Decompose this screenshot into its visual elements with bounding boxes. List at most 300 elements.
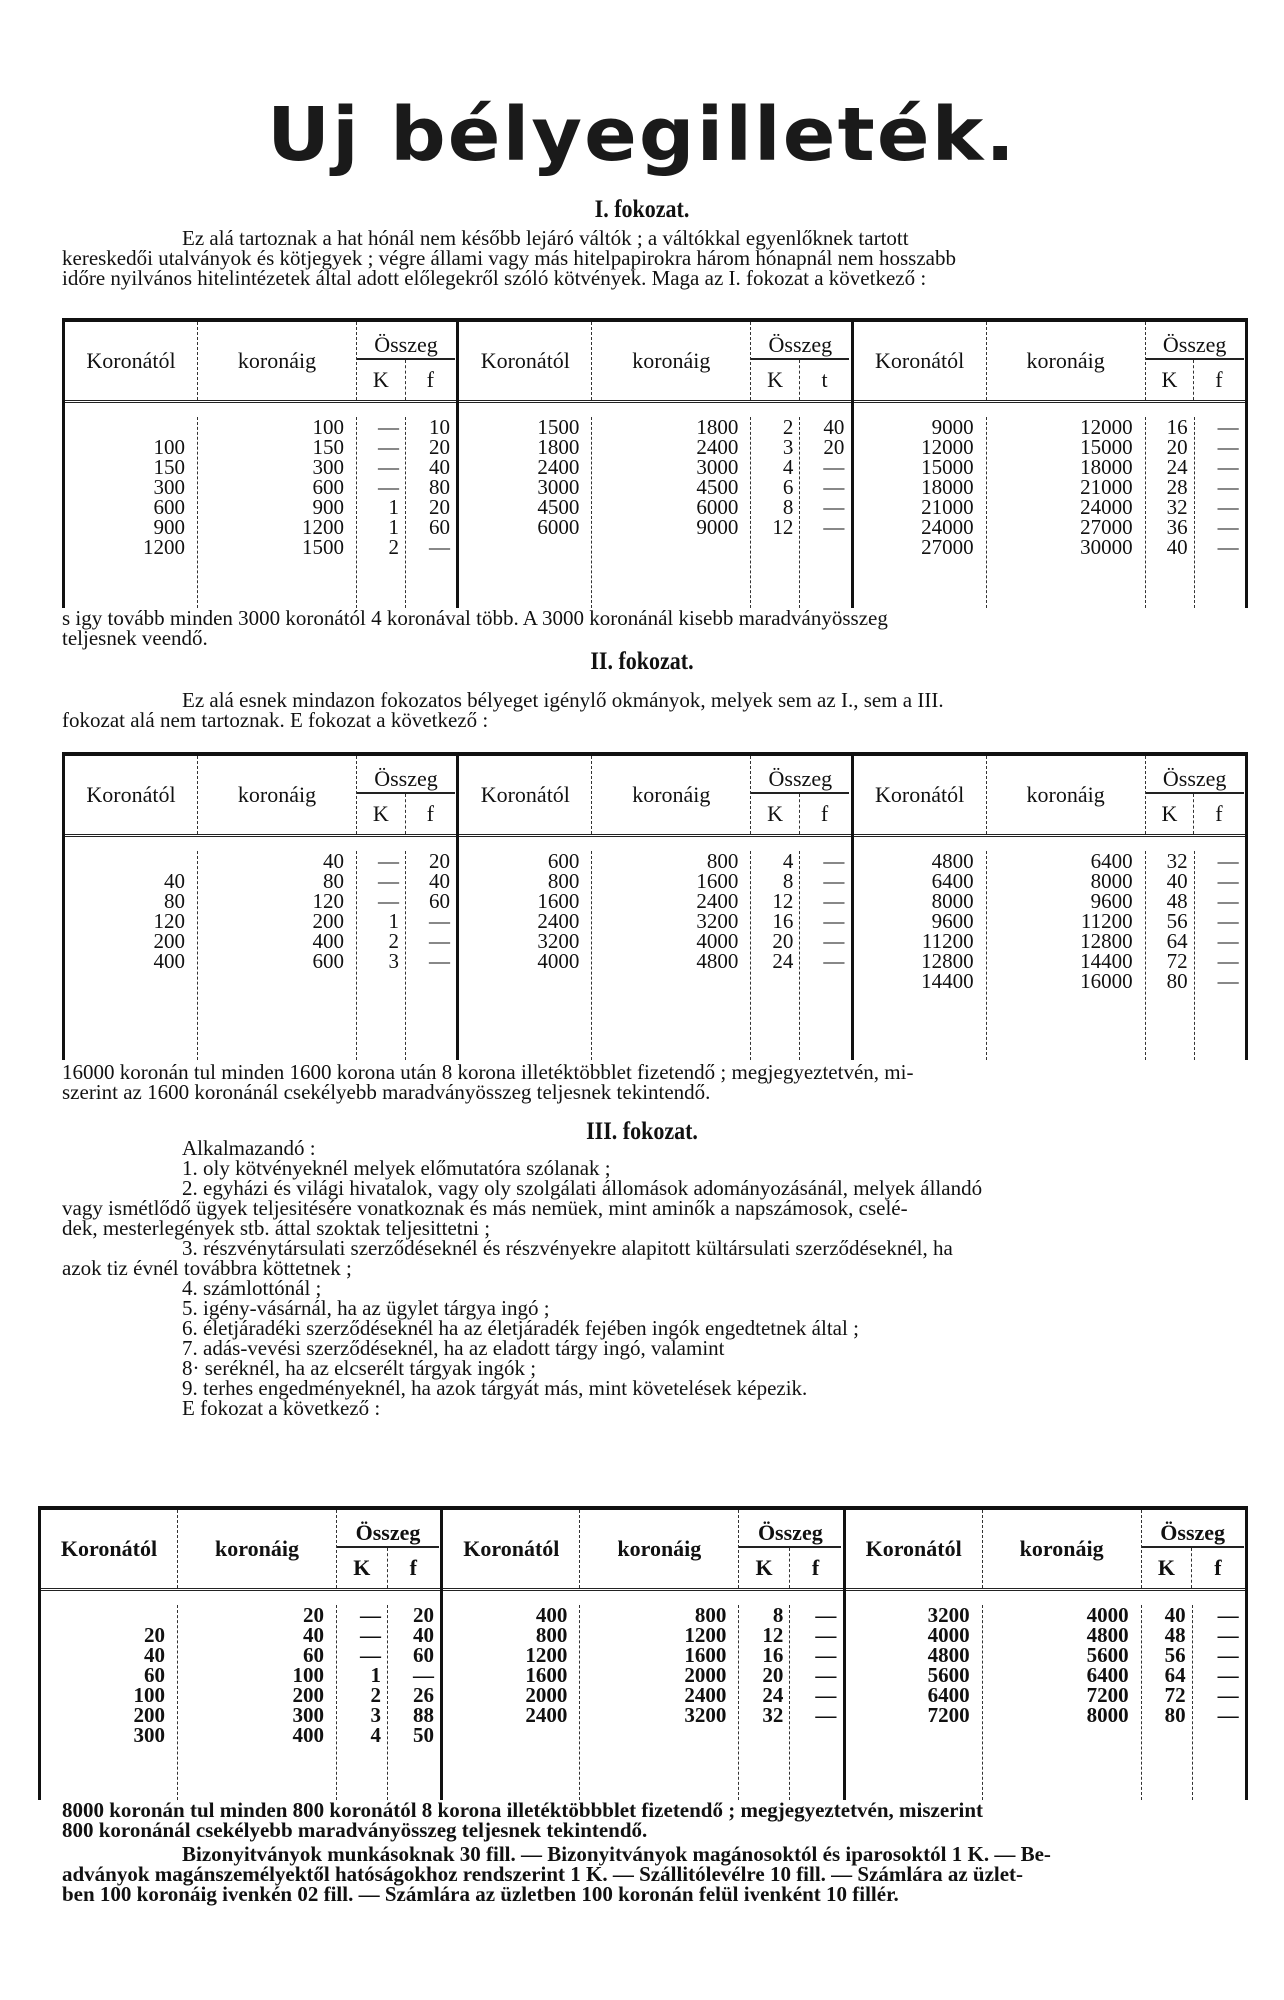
table-cell: 150 — [153, 455, 185, 479]
table-cell: 3 — [370, 1703, 381, 1727]
table-header — [854, 756, 1245, 837]
table-cell: — — [815, 1703, 837, 1727]
column-to — [178, 1605, 337, 1800]
table-cell: 18000 — [921, 475, 974, 499]
table-cell: 40 — [823, 415, 845, 439]
table-cell: — — [823, 475, 845, 499]
column-header-from: Koronától — [41, 1510, 178, 1588]
section-2-heading: II. fokozat. — [590, 646, 694, 675]
table-cell: 6400 — [927, 1683, 970, 1707]
column-k — [357, 417, 406, 608]
column-to — [198, 851, 357, 1060]
text-line: adványok magánszemélyektől hatóságokhoz rendszerint 1 K. — Szállitólevélre 10 fill. — Számlára az üzlet- — [62, 1862, 1024, 1886]
table-cell: 20 — [823, 435, 845, 459]
table-cell: 64 — [1166, 929, 1188, 953]
table-cell — [65, 417, 197, 437]
column-header-sum-label: Összeg — [357, 322, 455, 360]
table-cell: 6400 — [1090, 849, 1133, 873]
column-header-from: Koronától — [443, 1510, 580, 1588]
table-header — [443, 1510, 842, 1591]
column-k — [751, 417, 800, 608]
table-cell: 7200 — [927, 1703, 970, 1727]
table-cell: 2 — [388, 929, 399, 953]
table-cell: 26 — [413, 1683, 434, 1707]
section-3-after — [62, 1800, 1248, 1840]
table-cell: — — [429, 929, 450, 953]
list-item: 1. oly kötvényeknél melyek előmutatóra szólanak ; — [182, 1156, 611, 1180]
table-block — [65, 756, 459, 1060]
list-item-cont: dek, mesterlegények stb. áttal szoktak teljesittetni ; — [62, 1216, 491, 1240]
table-cell: — — [1217, 869, 1239, 893]
text-line: kereskedői utalványok és kötjegyek ; végre állami vagy más hitelpapirokra három hónapnál nem hosszabb — [62, 246, 956, 270]
table-cell: 2 — [388, 535, 399, 559]
table-cell: 21000 — [921, 495, 974, 519]
column-header-sum-label: Összeg — [739, 1510, 841, 1548]
column-header-sum-label: Összeg — [357, 756, 455, 794]
section-2-table — [62, 752, 1248, 1060]
table-cell: — — [1217, 949, 1239, 973]
table-cell: 8000 — [1090, 869, 1133, 893]
table-block — [846, 1510, 1245, 1800]
column-header-f: t — [821, 367, 828, 392]
table-cell: 8 — [772, 1603, 784, 1627]
table-cell — [41, 1605, 177, 1625]
table-cell: 9600 — [1090, 889, 1133, 913]
section-3-heading: III. fokozat. — [586, 1116, 698, 1145]
table-cell: — — [429, 949, 450, 973]
table-cell: 3 — [388, 949, 399, 973]
table-cell: 300 — [292, 1703, 324, 1727]
table-cell: 40 — [429, 869, 450, 893]
table-body — [443, 1591, 842, 1800]
table-cell: 1 — [370, 1663, 381, 1687]
table-cell: 36 — [1166, 515, 1188, 539]
table-cell: — — [1217, 475, 1239, 499]
section-2-after — [62, 1062, 1248, 1102]
table-cell: 1500 — [302, 535, 344, 559]
column-header-from: Koronától — [854, 756, 987, 834]
table-cell: 12 — [772, 515, 794, 539]
table-cell: — — [823, 909, 845, 933]
table-cell: 3200 — [927, 1603, 970, 1627]
column-f — [406, 417, 456, 608]
column-from — [65, 851, 198, 1060]
table-cell: — — [823, 849, 845, 873]
table-cell: 16 — [762, 1643, 784, 1667]
column-to — [198, 417, 357, 608]
column-header-from: Koronától — [65, 756, 198, 834]
table-cell: 1200 — [684, 1623, 727, 1647]
column-header-sum — [1146, 756, 1244, 834]
column-f — [800, 417, 850, 608]
table-cell: 24000 — [921, 515, 974, 539]
text-line: Ez alá tartoznak a hat hónál nem később lejáró váltók ; a váltókkal egyenlőknek tartott — [182, 226, 909, 250]
table-cell: 600 — [547, 849, 580, 873]
table-cell: — — [360, 1623, 381, 1647]
table-cell: 9000 — [696, 515, 739, 539]
column-header-from: Koronától — [459, 756, 592, 834]
column-header-sum-label: Összeg — [751, 756, 849, 794]
table-cell: 1800 — [696, 415, 739, 439]
table-cell: 3200 — [684, 1703, 727, 1727]
column-from — [443, 1605, 580, 1800]
table-cell: 8000 — [931, 889, 974, 913]
column-header-f: f — [1215, 801, 1223, 826]
table-cell: 2400 — [696, 889, 739, 913]
column-header-to: koronáig — [987, 322, 1146, 400]
list-item-cont: vagy ismétlődő ügyek teljesitésére vonatkoznak és más nemüek, mint aminők a napszámosok, cselé- — [62, 1196, 908, 1220]
table-header — [459, 756, 850, 837]
column-k — [357, 851, 406, 1060]
column-header-sum-label: Összeg — [751, 322, 849, 360]
column-header-to: koronáig — [592, 756, 751, 834]
table-block — [443, 1510, 845, 1800]
column-k — [1142, 1605, 1193, 1800]
list-item: 4. számlottónál ; — [182, 1276, 322, 1300]
table-cell: — — [823, 869, 845, 893]
table-cell: 7200 — [1086, 1683, 1129, 1707]
table-cell: 800 — [547, 869, 580, 893]
table-cell: 20 — [429, 495, 450, 519]
table-cell: 400 — [153, 949, 185, 973]
table-cell: — — [429, 909, 450, 933]
table-cell: — — [1217, 455, 1239, 479]
table-cell: — — [823, 929, 845, 953]
column-header-k: K — [1142, 1548, 1193, 1588]
table-cell: 6000 — [696, 495, 739, 519]
column-to — [592, 851, 751, 1060]
table-cell: 18000 — [1080, 455, 1133, 479]
table-cell: — — [429, 535, 450, 559]
column-to — [580, 1605, 739, 1800]
table-cell: 6000 — [537, 515, 580, 539]
table-cell: 3200 — [537, 929, 580, 953]
table-cell: 50 — [413, 1723, 434, 1747]
list-item-cont: azok tiz évnél továbbra köttetnek ; — [62, 1256, 352, 1280]
table-cell: — — [378, 415, 399, 439]
table-cell: — — [1217, 415, 1239, 439]
table-cell: 1500 — [537, 415, 580, 439]
table-cell: 11200 — [921, 929, 974, 953]
table-cell: 16000 — [1080, 969, 1133, 993]
table-cell: 100 — [153, 435, 185, 459]
table-cell: — — [823, 515, 845, 539]
table-cell: 4500 — [696, 475, 739, 499]
text-line: 800 koronánál csekélyebb maradványösszeg teljesnek tekintendő. — [62, 1818, 648, 1842]
table-cell: — — [823, 889, 845, 913]
table-cell: 20 — [303, 1603, 324, 1627]
text-line: időre nyilvános hitelintézetek által adott előlegekről szóló kötvények. Maga az I. fokozat a következő : — [62, 266, 927, 290]
column-header-sum-label: Összeg — [1146, 756, 1244, 794]
table-cell: — — [378, 869, 399, 893]
table-cell: 80 — [429, 475, 450, 499]
table-cell: 2400 — [537, 455, 580, 479]
column-f — [1195, 851, 1245, 1060]
table-cell: 40 — [413, 1623, 434, 1647]
table-cell: — — [1217, 1663, 1239, 1687]
table-cell: 9000 — [931, 415, 974, 439]
table-cell — [65, 851, 197, 871]
column-header-f: f — [426, 801, 434, 826]
list-item: 7. adás-vevési szerződéseknél, ha az eladott tárgy ingó, valamint — [182, 1336, 725, 1360]
text-line: teljesnek veendő. — [62, 626, 208, 650]
column-to — [592, 417, 751, 608]
table-cell: 80 — [323, 869, 344, 893]
column-header-sum — [1146, 322, 1244, 400]
table-cell: 60 — [429, 515, 450, 539]
table-cell: — — [1217, 435, 1239, 459]
table-cell: — — [378, 475, 399, 499]
column-k — [739, 1605, 790, 1800]
table-cell: 60 — [413, 1643, 434, 1667]
table-cell: 15000 — [1080, 435, 1133, 459]
table-cell: 200 — [153, 929, 185, 953]
table-cell: 8 — [782, 869, 794, 893]
section-3-notes — [62, 1844, 1248, 1904]
section-1-intro — [62, 228, 1248, 288]
table-cell: 14400 — [1080, 949, 1133, 973]
section-3-table — [38, 1506, 1248, 1800]
table-cell: 10 — [429, 415, 450, 439]
table-cell: — — [1217, 495, 1239, 519]
table-cell: 1 — [388, 909, 399, 933]
table-cell: 40 — [164, 869, 185, 893]
table-cell: — — [1217, 1703, 1239, 1727]
column-header-sum — [357, 756, 455, 834]
table-cell: 1600 — [696, 869, 739, 893]
table-cell: 800 — [535, 1623, 568, 1647]
table-cell: 1 — [388, 515, 399, 539]
table-cell: 72 — [1164, 1683, 1186, 1707]
table-cell: 56 — [1166, 909, 1188, 933]
table-cell: 48 — [1166, 889, 1188, 913]
table-cell: — — [815, 1683, 837, 1707]
table-cell: 64 — [1164, 1663, 1186, 1687]
column-header-sum-label: Összeg — [337, 1510, 439, 1548]
table-header — [846, 1510, 1245, 1591]
table-cell: 12800 — [921, 949, 974, 973]
table-cell: — — [1217, 1683, 1239, 1707]
column-from — [459, 851, 592, 1060]
table-cell: 24 — [772, 949, 794, 973]
table-cell: — — [815, 1603, 837, 1627]
column-f — [1195, 417, 1245, 608]
table-cell: 4800 — [696, 949, 739, 973]
table-cell: 400 — [292, 1723, 324, 1747]
list-item: 3. részvénytársulati szerződéseknél és részvényekre alapitott kültársulati szerződéseknél, ha — [182, 1236, 953, 1260]
column-header-k: K — [751, 360, 800, 400]
table-cell: 56 — [1164, 1643, 1186, 1667]
table-cell: 100 — [133, 1683, 165, 1707]
table-cell: — — [378, 849, 399, 873]
table-cell: 1200 — [143, 535, 185, 559]
table-cell: 900 — [153, 515, 185, 539]
column-to — [987, 417, 1146, 608]
table-cell: 48 — [1164, 1623, 1186, 1647]
table-cell: — — [378, 889, 399, 913]
table-cell: 6 — [782, 475, 794, 499]
table-cell: 900 — [312, 495, 344, 519]
table-block — [459, 756, 853, 1060]
table-cell: 80 — [164, 889, 185, 913]
table-cell: 2 — [782, 415, 794, 439]
table-cell: 300 — [133, 1723, 165, 1747]
table-cell: 24 — [1166, 455, 1188, 479]
column-to — [987, 851, 1146, 1060]
column-header-sum — [751, 756, 849, 834]
table-cell: 80 — [1164, 1703, 1186, 1727]
table-cell: — — [1217, 515, 1239, 539]
table-cell: 4000 — [696, 929, 739, 953]
table-cell: 32 — [1166, 495, 1188, 519]
column-header-f: f — [409, 1555, 417, 1580]
column-f — [406, 851, 456, 1060]
table-cell: 3000 — [537, 475, 580, 499]
table-cell: 3200 — [696, 909, 739, 933]
table-cell: 2400 — [684, 1683, 727, 1707]
table-cell: — — [1217, 929, 1239, 953]
table-cell: 24 — [762, 1683, 784, 1707]
table-cell: 27000 — [921, 535, 974, 559]
column-header-sum-label: Összeg — [1142, 1510, 1244, 1548]
table-cell: 11200 — [1080, 909, 1133, 933]
table-cell: 1 — [388, 495, 399, 519]
table-cell: — — [413, 1663, 434, 1687]
table-cell: 3000 — [696, 455, 739, 479]
list-item: 6. életjáradéki szerződéseknél ha az életjáradék fejében ingók engedtetnek által ; — [182, 1316, 859, 1340]
table-cell: 15000 — [921, 455, 974, 479]
column-k — [1146, 417, 1195, 608]
column-header-to: koronáig — [580, 1510, 739, 1588]
table-cell: — — [823, 495, 845, 519]
table-cell: 28 — [1166, 475, 1188, 499]
table-cell: 8000 — [1086, 1703, 1129, 1727]
table-cell: 40 — [303, 1623, 324, 1647]
table-body — [41, 1591, 440, 1800]
list-item: 5. igény-vásárnál, ha az ügylet tárgya ingó ; — [182, 1296, 550, 1320]
table-cell: 4000 — [537, 949, 580, 973]
column-header-to: koronáig — [592, 322, 751, 400]
table-cell: 2 — [370, 1683, 381, 1707]
table-cell: 400 — [312, 929, 344, 953]
table-block — [65, 322, 459, 608]
section-1-after — [62, 608, 1248, 648]
table-cell: — — [815, 1623, 837, 1647]
table-cell: 2000 — [684, 1663, 727, 1687]
column-header-f: f — [1215, 367, 1223, 392]
column-f — [388, 1605, 440, 1800]
column-k — [337, 1605, 388, 1800]
column-from — [846, 1605, 983, 1800]
column-f — [790, 1605, 842, 1800]
table-cell: 4000 — [927, 1623, 970, 1647]
table-cell: 32 — [1166, 849, 1188, 873]
table-cell: 400 — [535, 1603, 568, 1627]
list-item: 2. egyházi és világi hivatalok, vagy oly szolgálati állomások adományozásánál, melyek állandó — [182, 1176, 983, 1200]
column-header-to: koronáig — [983, 1510, 1142, 1588]
column-header-sum — [739, 1510, 841, 1588]
list-item: 8· seréknél, ha az elcserélt tárgyak ingók ; — [182, 1356, 537, 1380]
column-from — [854, 851, 987, 1060]
column-from — [459, 417, 592, 608]
table-cell: 40 — [1166, 869, 1188, 893]
table-cell: 2400 — [537, 909, 580, 933]
column-header-k: K — [751, 794, 800, 834]
list-item: 9. terhes engedményeknél, ha azok tárgyát más, mint követelések képezik. — [182, 1376, 808, 1400]
table-cell: 40 — [1166, 535, 1188, 559]
table-cell: 60 — [144, 1663, 165, 1687]
column-k — [1146, 851, 1195, 1060]
section-1-table — [62, 318, 1248, 608]
table-cell: 14400 — [921, 969, 974, 993]
table-cell: — — [378, 455, 399, 479]
table-cell: 16 — [772, 909, 794, 933]
table-cell: 20 — [1166, 435, 1188, 459]
table-cell: — — [378, 435, 399, 459]
table-cell: 800 — [706, 849, 739, 873]
table-cell: — — [815, 1643, 837, 1667]
table-cell: 12000 — [921, 435, 974, 459]
text-line: Ez alá esnek mindazon fokozatos bélyeget igénylő okmányok, melyek sem az I., sem a III. — [182, 688, 944, 712]
column-header-sum — [337, 1510, 439, 1588]
table-block — [41, 1510, 443, 1800]
column-header-k: K — [357, 360, 406, 400]
table-cell: 20 — [429, 435, 450, 459]
list-lead: Alkalmazandó : — [182, 1136, 316, 1160]
table-cell: 150 — [312, 435, 344, 459]
table-body — [459, 403, 850, 608]
table-cell: 200 — [312, 909, 344, 933]
table-cell: 21000 — [1080, 475, 1133, 499]
table-body — [854, 837, 1245, 1060]
table-cell: 60 — [303, 1643, 324, 1667]
table-cell: — — [1217, 535, 1239, 559]
column-header-f: f — [811, 1555, 820, 1580]
table-cell: — — [823, 949, 845, 973]
text-line: 8000 koronán tul minden 800 koronától 8 korona illetéktöbbblet fizetendő ; megjegyeztetvén, miszerint — [62, 1798, 984, 1822]
table-body — [459, 837, 850, 1060]
table-cell: 32 — [762, 1703, 784, 1727]
table-header — [459, 322, 850, 403]
table-cell: 72 — [1166, 949, 1188, 973]
table-body — [65, 403, 456, 608]
column-header-to: koronáig — [987, 756, 1146, 834]
column-header-f: f — [1214, 1555, 1222, 1580]
column-header-k: K — [1146, 360, 1195, 400]
table-cell: 200 — [292, 1683, 324, 1707]
table-body — [846, 1591, 1245, 1800]
table-cell: 20 — [144, 1623, 165, 1647]
column-header-f: f — [426, 367, 434, 392]
table-cell: 40 — [429, 455, 450, 479]
table-body — [854, 403, 1245, 608]
table-cell: 1600 — [684, 1643, 727, 1667]
table-cell: 800 — [694, 1603, 727, 1627]
table-cell: 4 — [782, 455, 794, 479]
table-cell: 100 — [312, 415, 344, 439]
table-cell: 24000 — [1080, 495, 1133, 519]
column-header-from: Koronától — [65, 322, 198, 400]
column-header-k: K — [1146, 794, 1195, 834]
table-cell: — — [1217, 1623, 1239, 1647]
column-header-k: K — [357, 794, 406, 834]
column-header-from: Koronától — [459, 322, 592, 400]
table-header — [65, 756, 456, 837]
column-from — [41, 1605, 178, 1800]
table-cell: 4500 — [537, 495, 580, 519]
column-to — [983, 1605, 1142, 1800]
table-cell: 1600 — [537, 889, 580, 913]
